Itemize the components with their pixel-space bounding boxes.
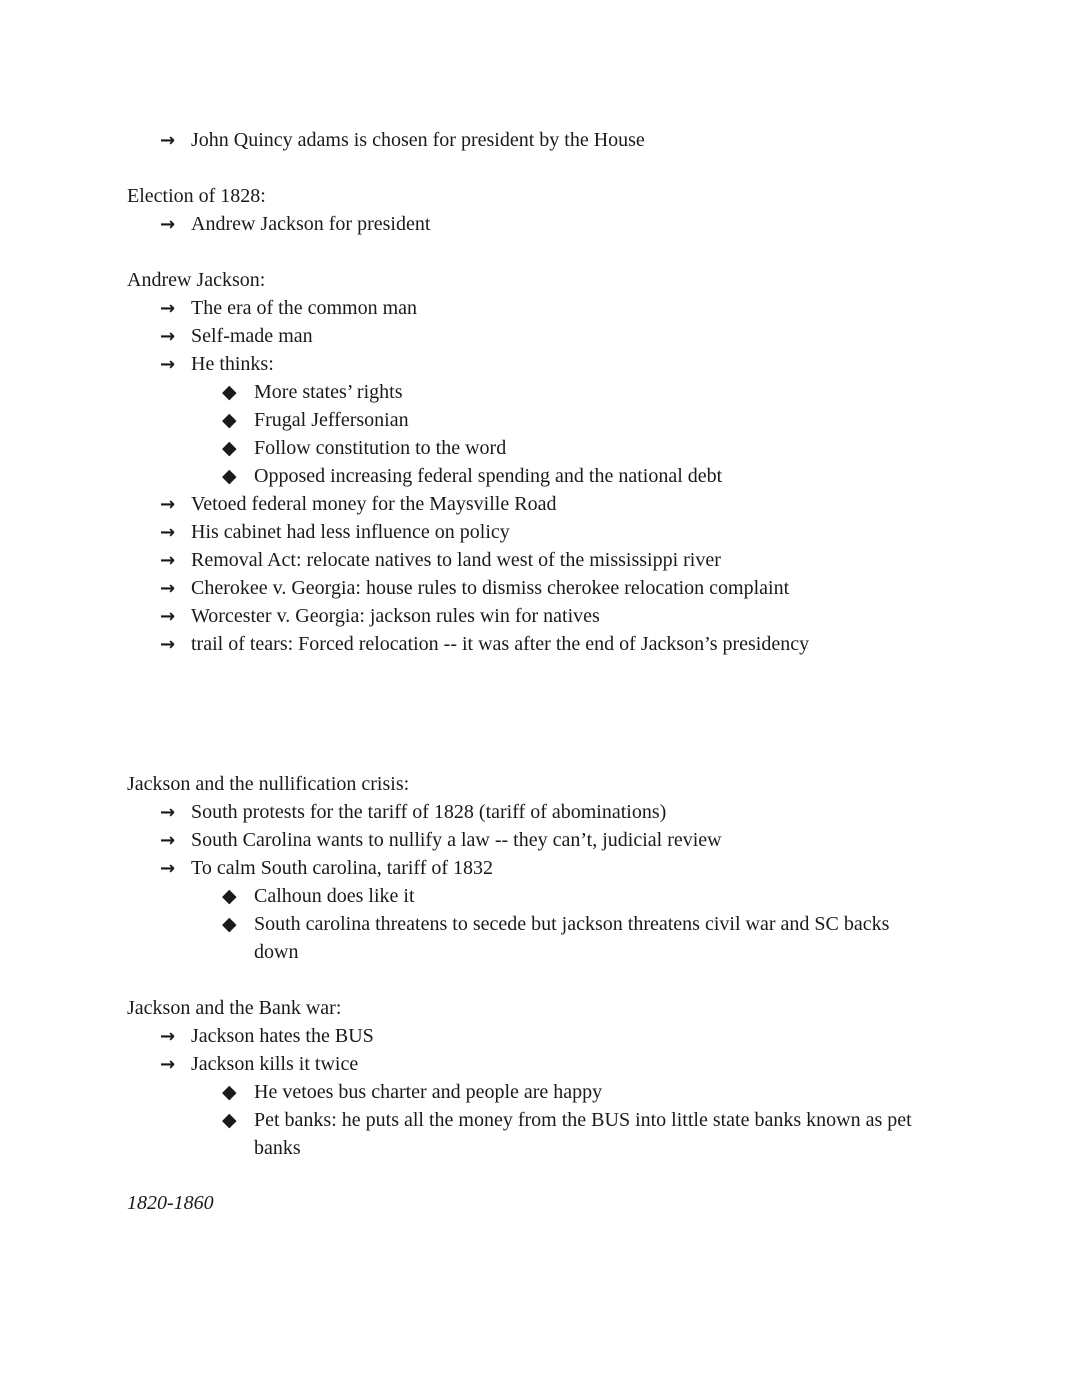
diamond-icon: ◆ — [222, 437, 237, 459]
bullet-item — [160, 490, 556, 518]
arrow-icon: → — [160, 550, 176, 571]
sub-bullet-text: Frugal Jeffersonian — [254, 409, 409, 431]
bullet-text: Vetoed federal money for the Maysville Road — [191, 493, 557, 515]
diamond-icon: ◆ — [222, 885, 237, 907]
section-heading: Andrew Jackson: — [127, 269, 266, 291]
sub-bullet-item — [222, 882, 415, 910]
section-heading: Election of 1828: — [127, 185, 266, 207]
arrow-icon: → — [160, 578, 176, 599]
bullet-text: Self-made man — [191, 325, 313, 347]
bullet-item — [160, 322, 313, 350]
bullet-text: Worcester v. Georgia: jackson rules win for natives — [191, 605, 600, 627]
bullet-item — [160, 126, 645, 154]
arrow-icon: → — [160, 1054, 176, 1075]
bullet-text: trail of tears: Forced relocation -- it was after the end of Jackson’s presidency — [191, 633, 810, 655]
sub-bullet-text: Calhoun does like it — [254, 885, 415, 907]
bullet-item — [160, 518, 510, 546]
bullet-text: John Quincy adams is chosen for president by the House — [191, 129, 645, 151]
bullet-item — [160, 294, 417, 322]
bullet-item — [160, 854, 493, 882]
diamond-icon: ◆ — [222, 381, 237, 403]
arrow-icon: → — [160, 830, 176, 851]
arrow-icon: → — [160, 802, 176, 823]
bullet-text: South protests for the tariff of 1828 (tariff of abominations) — [191, 801, 667, 823]
arrow-icon: → — [160, 494, 176, 515]
arrow-icon: → — [160, 606, 176, 627]
bullet-text: South Carolina wants to nullify a law -- they can’t, judicial review — [191, 829, 722, 851]
bullet-item — [160, 210, 430, 238]
arrow-icon: → — [160, 858, 176, 879]
section-heading: Jackson and the Bank war: — [127, 997, 342, 1019]
arrow-icon: → — [160, 130, 176, 151]
diamond-icon: ◆ — [222, 1109, 237, 1131]
bullet-text: Removal Act: relocate natives to land west of the mississippi river — [191, 549, 721, 571]
sub-bullet-text: Follow constitution to the word — [254, 437, 507, 459]
sub-bullet-continuation: banks — [254, 1137, 301, 1159]
sub-bullet-text: Pet banks: he puts all the money from the BUS into little state banks known as pet — [254, 1109, 912, 1131]
diamond-icon: ◆ — [222, 465, 237, 487]
bullet-text: Andrew Jackson for president — [191, 213, 431, 235]
bullet-item — [160, 350, 274, 378]
bullet-item — [160, 630, 809, 658]
sub-bullet-item — [222, 434, 506, 462]
sub-bullet-continuation: down — [254, 941, 299, 963]
bullet-item — [160, 826, 722, 854]
bullet-text: He thinks: — [191, 353, 274, 375]
arrow-icon: → — [160, 522, 176, 543]
diamond-icon: ◆ — [222, 409, 237, 431]
bullet-text: Jackson hates the BUS — [191, 1025, 374, 1047]
sub-bullet-item — [222, 378, 403, 406]
sub-bullet-text: South carolina threatens to secede but jackson threatens civil war and SC backs — [254, 913, 890, 935]
arrow-icon: → — [160, 298, 176, 319]
sub-bullet-item — [222, 462, 722, 490]
arrow-icon: → — [160, 214, 176, 235]
arrow-icon: → — [160, 354, 176, 375]
bullet-item — [160, 546, 721, 574]
bullet-item — [160, 1022, 374, 1050]
bullet-text: His cabinet had less influence on policy — [191, 521, 510, 543]
section-heading: Jackson and the nullification crisis: — [127, 773, 410, 795]
bullet-text: Jackson kills it twice — [191, 1053, 359, 1075]
sub-bullet-item — [222, 1106, 912, 1134]
sub-bullet-text: He vetoes bus charter and people are happy — [254, 1081, 603, 1103]
arrow-icon: → — [160, 634, 176, 655]
bullet-text: The era of the common man — [191, 297, 418, 319]
bullet-item — [160, 574, 789, 602]
bullet-item — [160, 602, 600, 630]
sub-bullet-text: Opposed increasing federal spending and the national debt — [254, 465, 723, 487]
bullet-text: Cherokee v. Georgia: house rules to dismiss cherokee relocation complaint — [191, 577, 790, 599]
bullet-item — [160, 798, 666, 826]
diamond-icon: ◆ — [222, 913, 237, 935]
sub-bullet-item — [222, 406, 409, 434]
diamond-icon: ◆ — [222, 1081, 237, 1103]
arrow-icon: → — [160, 1026, 176, 1047]
sub-bullet-text: More states’ rights — [254, 381, 403, 403]
date-range-footer: 1820-1860 — [127, 1192, 214, 1214]
sub-bullet-item — [222, 1078, 602, 1106]
sub-bullet-item — [222, 910, 889, 938]
bullet-item — [160, 1050, 358, 1078]
bullet-text: To calm South carolina, tariff of 1832 — [191, 857, 494, 879]
arrow-icon: → — [160, 326, 176, 347]
